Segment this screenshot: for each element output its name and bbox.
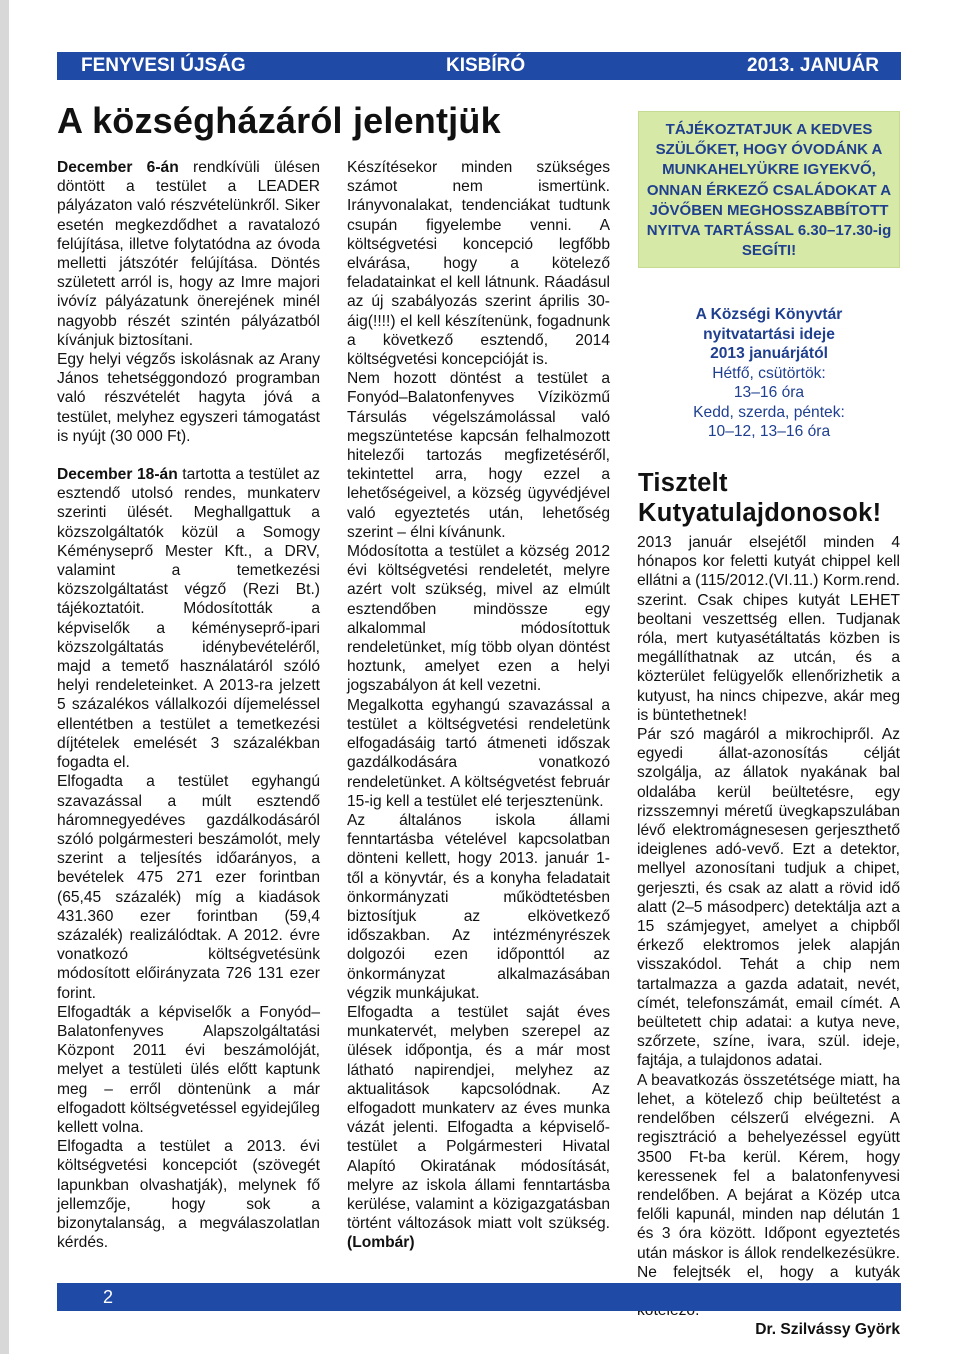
library-hours: 13–16 óra <box>733 384 805 401</box>
paragraph <box>57 1137 320 1252</box>
page-number: 2 <box>103 1287 114 1307</box>
paragraph: Készítésekor minden szükséges számot nem ismertünk. Irányvonalakat, tendenciákat tudtunk csupán figyelembe venni. A költségvetési koncepció legfőbb elvárása, hogy a kötelező feladatainkat el kell látnunk. Ráadásul az új szabályozás szerint április 30-áig(!!!!) el kell készítenünk, fogadnunk a következő esztendő, 2014 költségvetési koncepcióját is. <box>347 159 610 369</box>
notice-text: TÁJÉKOZTATJUK A KEDVES SZÜLŐKET, HOGY ÓVODÁNK A MUNKAHELYÜKRE IGYEKVŐ, ONNAN ÉRKEZŐ CSALÁDOKAT A JÖVŐBEN MEGHOSSZABBÍTOTT NYITVA TARTÁSSAL 6.30–17.30-ig SEGÍTI! <box>646 121 892 260</box>
kindergarten-notice-box <box>638 111 900 268</box>
page-footer-bar <box>57 1283 901 1311</box>
paragraph <box>57 1003 320 1137</box>
paragraph: Módosította a testület a község 2012 évi költségvetési rendeletét, melyre azért volt szükség, mivel az elmúlt esztendőben mindössze egy alkalommal módosítottuk rendeletünket, míg több olyan döntést hoztunk, amelyet ezen a helyi jogszabályon át kell vezetni. <box>347 543 610 695</box>
paragraph: Megalkotta egyhangú szavazással a testület a költségvetési rendeletünk elfogadásáig tartó átmeneti időszak gazdálkodására vonatkozó rendeletünket. A költségvetést február 15-ig kell a testület elé terjesztenünk. <box>347 696 610 810</box>
paragraph-lead: December 6-án <box>57 159 179 176</box>
library-hours-box <box>638 305 900 442</box>
library-days: Hétfő, csütörtök: <box>712 364 826 382</box>
dog-article-body <box>637 533 900 1340</box>
paragraph <box>57 350 320 446</box>
paragraph-lead: December 18-án <box>57 466 178 484</box>
paragraph-text: Elfogadta a testület saját éves munkatervét, melyben szerepel az ülések időpontja, és a már most látható napirendjei, melyhez az aktualitások kapcsolódnak. Az elfogadott munkaterv az éves munka vázát jelenti. Elfogadta a képviselő-testület a Polgármesteri Hivatal Alapító Okiratának módosítását, melyre az iskola állami fenntartásba kerülése, valamint a közigazgatásban történt változások miatt volt szükség. <box>347 1003 610 1233</box>
article-column-2 <box>347 158 610 1253</box>
library-days: Kedd, szerda, péntek: <box>693 403 845 421</box>
issue-date: 2013. JANUÁR <box>747 55 879 76</box>
newspaper-name: FENYVESI ÚJSÁG <box>81 55 246 76</box>
article-column-1 <box>57 158 320 1252</box>
paragraph-text: Elfogadta a testület egyhangú szavazással a múlt esztendő háromnegyedéves gazdálkodásáról szóló polgármesteri beszámolót, mely szerint a teljesítés időarányos, a bevételek 475 271 ezer forintban (65,45 százalék) míg a kiadások 431.360 ezer forintban (59,4 százalék) realizálódtak. A 2012. évre vonatkozó költségvetésünk módosított előirányzata 726 131 ezer forint. <box>57 773 320 1002</box>
library-hours: 10–12, 13–16 óra <box>707 423 831 440</box>
library-title: A Községi Könyvtár <box>695 306 843 323</box>
dog-article-title <box>638 468 881 528</box>
dog-title-line: Kutyatulajdonosok! <box>638 499 882 527</box>
section-name: KISBÍRÓ <box>446 55 526 76</box>
paragraph: A beavatkozás összetétsége miatt, ha lehet, a kötelező chip beültetést a rendelőben célszerű elvégezni. A regisztráció a behelyezéssel együtt 3500 Ft-ba kerül. Kérem, hogy keressenek fel a balatonfenyvesi rendelőben. A bejárat a Közép utca felőli kapunál, minden nap délután 1 és 3 óra között. Időpont egyeztetés után máskor is állok rendelkezésükre. Ne felejtsék el, hogy a kutyák <box>637 1071 900 1281</box>
paragraph: Pár szó magáról a mikrochipről. Az egyedi állat-azonosítás célját szolgálja, az állatok nyakának bal oldalába kerül beültetésre, egy rizsszemnyi méretű üvegkapszulában lévő elektromágnesesen gerjeszthető ideiglenes adó-vevő. Ezt a detektor, mellyel azonosítani tudjuk a chipet, gerjeszti, és csak az alatt a rövid idő alatt (2–5 másodperc) detektálja azt a 15 számjegyet, amelyet a chipből érkező elektromos jelek alapján visszakódol. Tehát a chip nem tartalmazza a gazda adatait, nevét, címét, telefonszámát, email címét. A beültetett chip adatai: a kutya neve, szőrzete, színe, ivara, szül. ideje, fajtája, a tulajdonos adatai. <box>637 726 900 1070</box>
paragraph <box>347 1003 610 1253</box>
page-header-bar <box>57 52 901 80</box>
paragraph <box>57 772 320 1002</box>
dog-title-line: Tisztelt <box>638 469 728 497</box>
paragraph-text: Egy helyi végzős iskolásnak az Arany János tehetséggondozó programban való részvételét hagyta jóvá a testület, melyhez egyszeri támogatást is nyújt (30 000 Ft). <box>57 351 320 445</box>
paragraph-text: tartotta a testület az esztendő utolsó rendes, munkaterv szerinti ülését. Meghallgattuk a közszolgáltatók közül a Somogy Kéményseprő Mester Kft., a DRV, valamint a temetkezési közszolgáltatást végző (Rezi Bt.) tájékoztatóit. Módosították a képviselők a kéményseprő-ipari közszolgáltatás idénybevételéről, majd a temető használatáról szóló helyi rendeleteinket. A 2013-ra jelzett 5 százalékos vállalkozói díjemeléssel ellentétben a testület a temetkezési díjtételek emelését 3 százalékban fogadta el. <box>57 466 320 772</box>
dog-article-signature: Dr. Szilvássy Györk <box>755 1321 900 1339</box>
paragraph: 2013 január elsejétől minden 4 hónapos kor feletti kutyát chippel kell ellátni a (115/2012.(VI.11.) Korm.rend. szerint. Csak chipes kutyát LEHET beoltani veszettség ellen. Tudjanak róla, mert kutyasétáltatás közben is megállíthatnak az utcán, és a közterület felügyelők ellenőrizhetik a kutyust, ha nincs chipezve, akár meg is büntethetnek! <box>637 534 900 724</box>
paragraph <box>57 158 320 350</box>
article-author: (Lombár) <box>347 1234 415 1252</box>
paragraph: Az általános iskola állami fenntartásba vételével kapcsolatban dönteni kellett, hogy 2013. január 1-től a könyvtár, és a konyha feladatait önkormányzati működtetésben biztosítjuk az elkövetkező időszakban. Az intézményrészek dolgozói ezen időponttól az önkormányzat alkalmazásában végzik munkájukat. <box>347 811 610 1002</box>
paragraph-text: Elfogadták a képviselők a Fonyód–Balatonfenyves Alapszolgáltatási Központ 2011 évi beszámolóját, melyet a testületi ülés előtt kaptunk meg – erről döntenünk a már elfogadott költségvetéssel egyidejűleg kellett volna. <box>57 1003 320 1136</box>
paragraph: Nem hozott döntést a testület a Fonyód–Balatonfenyves Víziközmű Társulás végelszámolással való megszüntetése kapcsán felhalmozott hitelezői tartozás megfizetéséről, tekintettel arra, hogy ezzel a lehetőségeivel, a község ügyvédjével való egyeztetés után, lehetőség szerint – élni kívánunk. <box>347 370 610 541</box>
paragraph <box>57 465 320 772</box>
paragraph-text: rendkívüli ülésen döntött a testület a LEADER pályázaton való részvételünkről. Siker esetén megkezdődhet a ravatalozó felújítása, illetve folytatódna az óvoda melletti játszótér felújítása. Döntés született arról is, hogy az Imre majori ivóvíz pályázatunk önerejének minél nagyobb részét szintén pályázatból kívánjuk biztosítani. <box>57 159 320 349</box>
paragraph-text: Elfogadta a testület a 2013. évi költségvetési koncepciót (szövegét lapunkban olvashatják), melynek fő jellemzője, hogy sok a bizonytalanság, a megválaszolatlan kérdés. <box>57 1138 320 1252</box>
page-edge-shade <box>0 0 9 1354</box>
article-headline: A községházáról jelentjük <box>57 100 501 141</box>
library-subtitle: nyitvatartási ideje <box>703 325 835 343</box>
library-date: 2013 januárjától <box>710 345 828 362</box>
